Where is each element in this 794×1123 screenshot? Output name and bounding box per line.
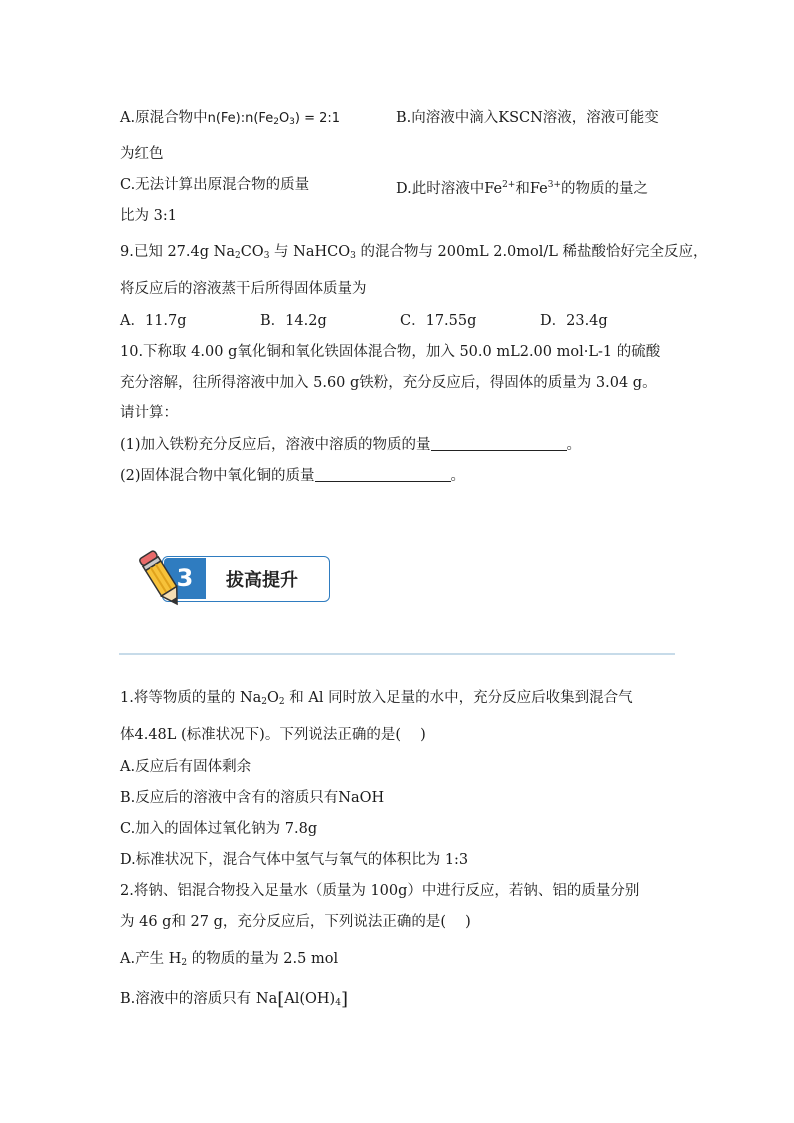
p2-option-b: B.溶液中的溶质只有 $Na[Al(OH)_4]$ (120, 989, 348, 1010)
section-title: 拔高提升 (226, 570, 298, 591)
q9-stem-line1: 9.已知 27.4g $Na_2CO_3$ 与 NaHCO$_3$ 的混合物与 200mL 2.0mol/L 稀盐酸恰好完全反应， (120, 244, 708, 261)
p2-option-a: A.产生 $H_2$ 的物质的量为 2.5 mol (120, 951, 339, 968)
q10-subquestion-1: (1)加入铁粉充分反应后，溶液中溶质的物质的量 。 (120, 437, 582, 453)
q8-option-b: B.向溶液中滴入KSCN溶液，溶液可能变 (396, 110, 659, 126)
answer-blank[interactable] (431, 436, 567, 451)
q9-options (120, 311, 608, 331)
q9-option-d: D．23.4g (540, 313, 608, 329)
q10-subquestion-2: (2)固体混合物中氧化铜的质量 。 (120, 468, 466, 484)
q10-stem-line2: 充分溶解，往所得溶液中加入 5.60 g铁粉，充分反应后，得固体的质量为 3.04 g。 (120, 375, 657, 391)
q9-option-b: B．14.2g (260, 313, 327, 329)
p2-stem-line2: 为 46 g和 27 g，充分反应后，下列说法正确的是( ) (120, 914, 471, 930)
section-number: 3 (164, 558, 206, 599)
q8-option-c: C.无法计算出原混合物的质量 (120, 177, 310, 193)
q10-stem-line1: 10.下称取 4.00 g氧化铜和氧化铁固体混合物，加入 50.0 mL2.00 mol·L-1 的硫酸 (120, 344, 661, 360)
q8-option-a: A.原混合物中$n(Fe):n(Fe_2O_3)$ = 2:1 (120, 110, 341, 127)
section-divider (119, 653, 675, 655)
q8-option-d-cont: 比为 3:1 (120, 208, 177, 224)
p1-option-c: C.加入的固体过氧化钠为 7.8g (120, 821, 318, 837)
p1-option-a: A.反应后有固体剩余 (120, 759, 252, 775)
q8-option-b-cont: 为红色 (120, 146, 164, 162)
q9-stem-line2: 将反应后的溶液蒸干后所得固体质量为 (120, 281, 367, 297)
p1-option-b: B.反应后的溶液中含有的溶质只有NaOH (120, 790, 385, 806)
p1-stem-line2: 体4.48L (标准状况下)。下列说法正确的是( ) (120, 727, 426, 743)
p1-stem-line1: 1.将等物质的量的 $Na_2O_2$ 和 Al 同时放入足量的水中，充分反应后收集到混合气 (120, 690, 633, 707)
pencil-icon (132, 548, 192, 610)
q9-option-c: C．17.55g (400, 313, 477, 329)
q8-option-d: D.此时溶液中$Fe^{2+}$和$Fe^{3+}$的物质的量之 (396, 180, 648, 197)
section-header-badge (132, 548, 332, 610)
q9-option-a: A．11.7g (120, 313, 187, 329)
answer-blank[interactable] (315, 467, 451, 482)
q10-stem-line3: 请计算： (120, 405, 178, 421)
p2-stem-line1: 2.将钠、铝混合物投入足量水（质量为 100g）中进行反应，若钠、铝的质量分别 (120, 883, 640, 899)
p1-option-d: D.标准状况下，混合气体中氢气与氧气的体积比为 1:3 (120, 852, 469, 868)
